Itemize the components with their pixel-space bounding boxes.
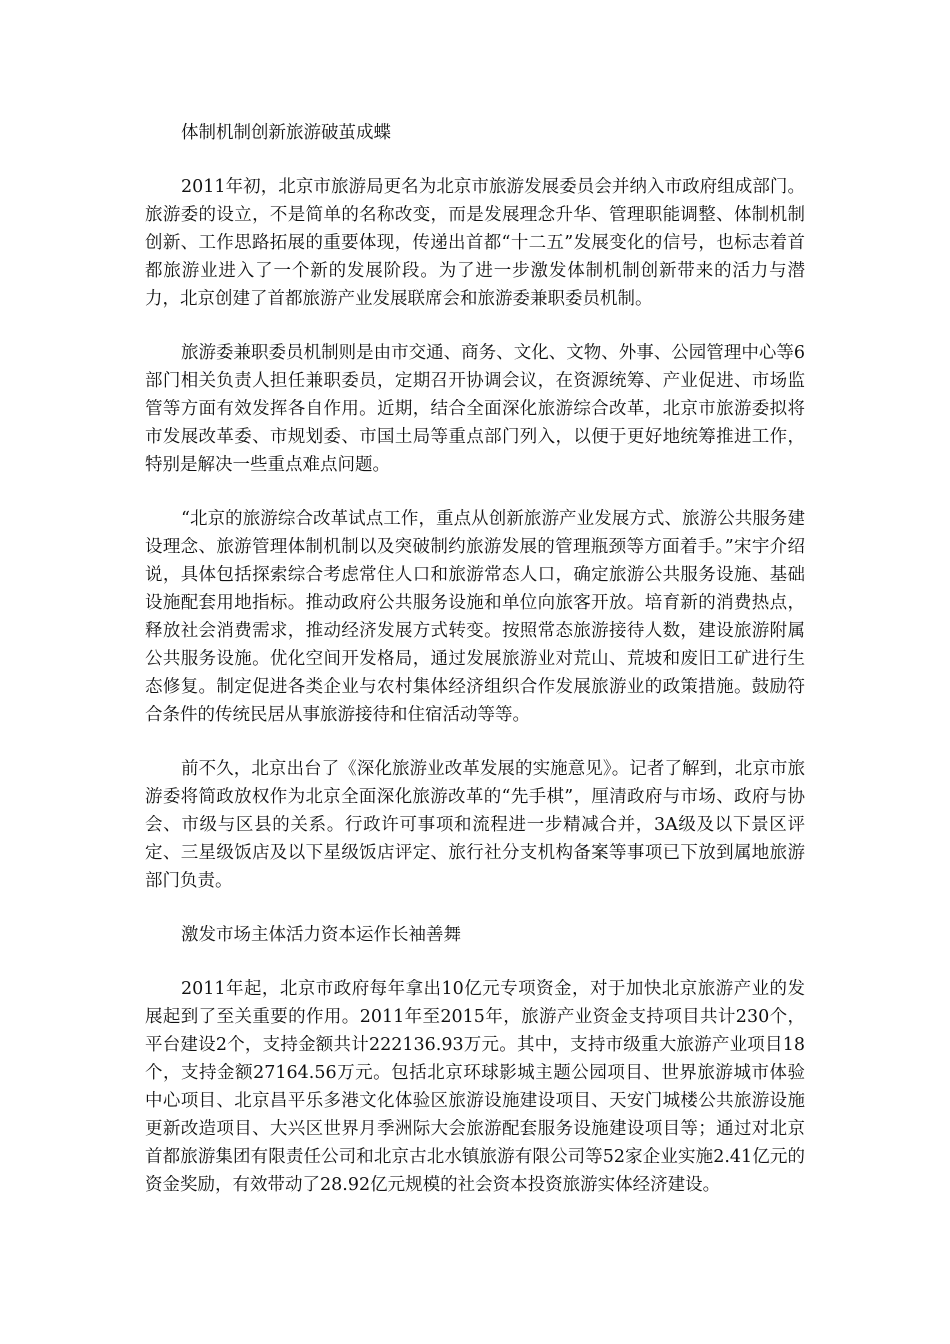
- paragraph: 前不久，北京出台了《深化旅游业改革发展的实施意见》。记者了解到，北京市旅游委将简政放权作为北京全面深化旅游改革的“先手棋”，厘清政府与市场、政府与协会、市级与区县的关系。行政许可事项和流程进一步精减合并，3A级及以下景区评定、三星级饭店及以下星级饭店评定、旅行社分支机构备案等事项已下放到属地旅游部门负责。: [145, 759, 805, 891]
- section-heading-reform: 体制机制创新旅游破茧成蝶: [181, 123, 391, 143]
- document-body: [145, 119, 805, 1225]
- paragraph: 旅游委兼职委员机制则是由市交通、商务、文化、文物、外事、公园管理中心等6部门相关负责人担任兼职委员，定期召开协调会议，在资源统筹、产业促进、市场监管等方面有效发挥各自作用。近期，结合全面深化旅游综合改革，北京市旅游委拟将市发展改革委、市规划委、市国土局等重点部门列入，以便于更好地统筹推进工作，特别是解决一些重点难点问题。: [145, 343, 805, 475]
- paragraph: 2011年起，北京市政府每年拿出10亿元专项资金，对于加快北京旅游产业的发展起到了至关重要的作用。2011年至2015年，旅游产业资金支持项目共计230个，平台建设2个，支持金额共计222136.93万元。其中，支持市级重大旅游产业项目18个，支持金额27164.56万元。包括北京环球影城主题公园项目、世界旅游城市体验中心项目、北京昌平乐多港文化体验区旅游设施建设项目、天安门城楼公共旅游设施更新改造项目、大兴区世界月季洲际大会旅游配套服务设施建设项目等；通过对北京首都旅游集团有限责任公司和北京古北水镇旅游有限公司等52家企业实施2.41亿元的资金奖励，有效带动了28.92亿元规模的社会资本投资旅游实体经济建设。: [145, 979, 805, 1195]
- section-heading-capital: 激发市场主体活力资本运作长袖善舞: [181, 925, 461, 945]
- paragraph: “北京的旅游综合改革试点工作，重点从创新旅游产业发展方式、旅游公共服务建设理念、旅游管理体制机制以及突破制约旅游发展的管理瓶颈等方面着手。”宋宇介绍说，具体包括探索综合考虑常住人口和旅游常态人口，确定旅游公共服务设施、基础设施配套用地指标。推动政府公共服务设施和单位向旅客开放。培育新的消费热点，释放社会消费需求，推动经济发展方式转变。按照常态旅游接待人数，建设旅游附属公共服务设施。优化空间开发格局，通过发展旅游业对荒山、荒坡和废旧工矿进行生态修复。制定促进各类企业与农村集体经济组织合作发展旅游业的政策措施。鼓励符合条件的传统民居从事旅游接待和住宿活动等等。: [145, 509, 805, 725]
- paragraph: 2011年初，北京市旅游局更名为北京市旅游发展委员会并纳入市政府组成部门。旅游委的设立，不是简单的名称改变，而是发展理念升华、管理职能调整、体制机制创新、工作思路拓展的重要体现，传递出首都“十二五”发展变化的信号，也标志着首都旅游业进入了一个新的发展阶段。为了进一步激发体制机制创新带来的活力与潜力，北京创建了首都旅游产业发展联席会和旅游委兼职委员机制。: [145, 177, 805, 309]
